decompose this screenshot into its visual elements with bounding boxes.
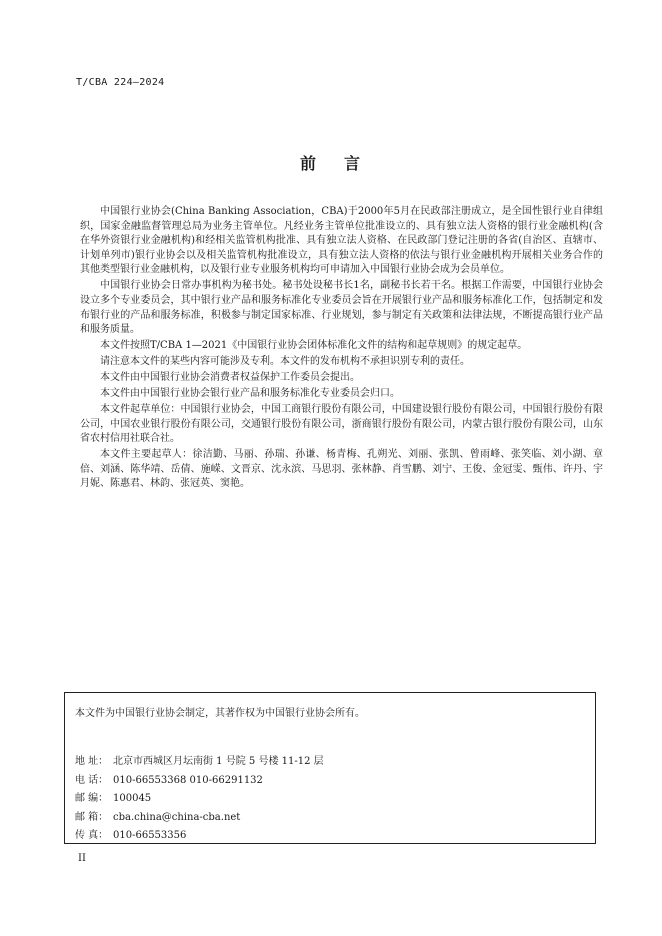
standard-code: T/CBA 224—2024 <box>76 77 165 88</box>
contact-value: 北京市西城区月坛南街 1 号院 5 号楼 11-12 层 <box>113 756 324 767</box>
contact-label: 地 址： <box>75 756 109 767</box>
paragraph-drafters: 本文件主要起草人：徐洁勤、马丽、孙瑞、孙谦、杨青梅、孔朔光、刘丽、张凯、曾雨峰、张笑临、刘小湖、章倍、刘涵、陈华靖、岳倩、施嵘、文晋京、沈永滨、马思羽、张林静、肖雪鹏、刘宁、王俊、金冠雯、甄伟、许丹、宇月妮、陈惠君、林韵、张冠英、窦艳。 <box>80 449 603 490</box>
paragraph-drafting-rules: 本文件按照T/CBA 1—2021《中国银行业协会团体标准化文件的结构和起草规则》的规定起草。 <box>100 340 528 352</box>
page-number: II <box>78 853 86 864</box>
contact-value: cba.china@china-cba.net <box>113 811 241 823</box>
title-char-1: 前 <box>299 154 318 173</box>
page-title <box>0 151 662 174</box>
contact-label: 邮 编： <box>75 793 109 804</box>
contact-fax <box>75 827 324 846</box>
contact-email <box>75 809 324 828</box>
paragraph-patent-notice: 请注意本文件的某些内容可能涉及专利。本文件的发布机构不承担识别专利的责任。 <box>100 356 470 368</box>
contact-value: 010-66553368 010-66291132 <box>113 774 263 786</box>
paragraph-association-intro: 中国银行业协会(China Banking Association，CBA)于2000年5月在民政部注册成立，是全国性银行业自律组织，国家金融监督管理总局为业务主管单位。凡经业务主管单位批准设立的、具有独立法人资格的银行业金融机构(含在华外资银行业金融机构)和经相关监管机构批准、具有独立法人资格、在民政部门登记注册的各省(自治区、直辖市、计划单列市)银行业协会以及相关监管机构批准设立，具有独立法人资格的依法与银行业金融机构开展相关业务合作的其他类型银行业金融机构，以及银行业专业服务机构均可申请加入中国银行业协会成为会员单位。 <box>80 206 603 276</box>
paragraph-drafting-units: 本文件起草单位：中国银行业协会，中国工商银行股份有限公司，中国建设银行股份有限公司，中国银行股份有限公司，中国农业银行股份有限公司，交通银行股份有限公司，浙商银行股份有限公司，内蒙古银行股份有限公司，山东省农村信用社联合社。 <box>80 404 603 445</box>
contact-address <box>75 753 324 772</box>
contact-postcode <box>75 790 324 809</box>
contact-label: 传 真： <box>75 830 109 841</box>
paragraph-proposer: 本文件由中国银行业协会消费者权益保护工作委员会提出。 <box>100 372 360 384</box>
copyright-box <box>64 692 596 844</box>
paragraph-secretariat: 中国银行业协会日常办事机构为秘书处。秘书处设秘书长1名，副秘书长若干名。根据工作需要，中国银行业协会设立多个专业委员会，其中银行业产品和服务标准化专业委员会旨在开展银行业产品和服务标准化工作，包括制定和发布银行业的产品和服务标准，积极参与制定国家标准、行业规划，参与制定有关政策和法律法规，不断提高银行业产品和服务质量。 <box>80 280 603 336</box>
copyright-statement: 本文件为中国银行业协会制定，其著作权为中国银行业协会所有。 <box>75 708 365 719</box>
contact-value: 010-66553356 <box>113 830 187 841</box>
contact-label: 电 话： <box>75 774 109 786</box>
paragraph-centralized-by: 本文件由中国银行业协会银行业产品和服务标准化专业委员会归口。 <box>100 388 400 400</box>
title-char-2: 言 <box>344 154 363 173</box>
contact-list <box>75 753 324 846</box>
contact-value: 100045 <box>113 793 152 804</box>
contact-label: 邮 箱： <box>75 811 109 823</box>
contact-phone <box>75 772 324 791</box>
foreword-body <box>80 205 603 493</box>
